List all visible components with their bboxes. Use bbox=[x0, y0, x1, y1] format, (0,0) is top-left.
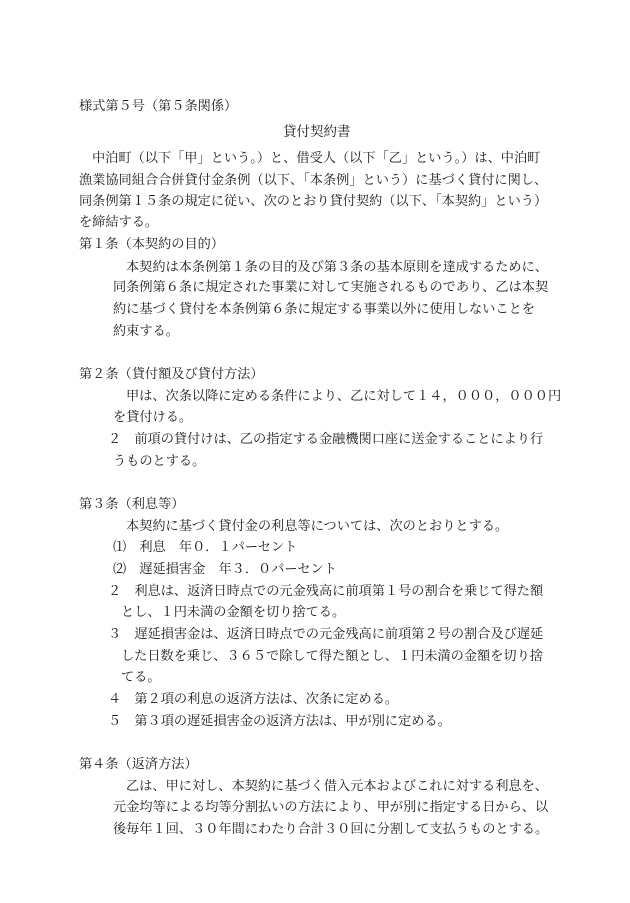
preamble-line: 中泊町（以下「甲」という。）と、借受人（以下「乙」という。）は、中泊町 bbox=[92, 151, 541, 167]
preamble-line: を締結する。 bbox=[79, 215, 159, 231]
article-3-line: てる。 bbox=[121, 670, 161, 686]
article-3-line: ５ 第３項の遅延損害金の返済方法は、甲が別に定める。 bbox=[108, 713, 451, 729]
article-4-line: 乙は、甲に対し、本契約に基づく借入元本およびこれに対する利息を、 bbox=[126, 778, 548, 794]
article-2-line: ２ 前項の貸付けは、乙の指定する金融機関口座に送金することにより行 bbox=[108, 432, 544, 448]
article-2-line: 甲は、次条以降に定める条件により、乙に対して１４，０００，０００円 bbox=[126, 388, 562, 404]
article-4-line: 後毎年１回、３０年間にわたり合計３０回に分割して支払うものとする。 bbox=[113, 822, 549, 837]
preamble-line: 漁業協同組合合併貸付金条例（以下、「本条例」という）に基づく貸付に関し、 bbox=[79, 173, 548, 188]
form-label: 様式第５号（第５条関係） bbox=[79, 99, 238, 114]
article-3-line: ⑵ 遅延損害金 年３．０パーセント bbox=[113, 562, 337, 577]
article-4-line: 元金均等による均等分割払いの方法により、甲が別に指定する日から、以 bbox=[113, 800, 549, 816]
document-title: 貸付契約書 bbox=[283, 124, 351, 141]
article-2-line: うものとする。 bbox=[113, 453, 206, 469]
article-3-line: ２ 利息は、返済日時点での元金残高に前項第１号の割合を乗じて得た額 bbox=[108, 583, 544, 599]
article-2-heading: 第２条（貸付額及び貸付方法） bbox=[79, 367, 264, 383]
article-1-line: 本契約は本条例第１条の目的及び第３条の基本原則を達成するために、 bbox=[126, 259, 548, 275]
article-1-line: 同条例第６条に規定された事業に対して実施されるものであり、乙は本契 bbox=[113, 280, 549, 296]
article-3-line: 本契約に基づく貸付金の利息等については、次のとおりとする。 bbox=[126, 518, 509, 534]
article-1-line: 約に基づく貸付を本条例第６条に規定する事業以外に使用しないことを bbox=[113, 302, 535, 318]
article-3-line: ⑴ 利息 年０．１パーセント bbox=[113, 540, 298, 556]
article-3-line: した日数を乗じ、３６５で除して得た額とし、１円未満の金額を切り捨 bbox=[121, 648, 543, 664]
article-3-line: とし、１円未満の金額を切り捨てる。 bbox=[121, 605, 346, 621]
article-2-line: を貸付ける。 bbox=[113, 410, 193, 426]
article-1-line: 約束する。 bbox=[113, 323, 179, 339]
preamble-line: 同条例第１５条の規定に従い、次のとおり貸付契約（以下、「本契約」という） bbox=[79, 193, 548, 209]
article-1-heading: 第１条（本契約の目的） bbox=[79, 237, 225, 253]
article-3-line: ４ 第２項の利息の返済方法は、次条に定める。 bbox=[108, 692, 399, 707]
article-4-heading: 第４条（返済方法） bbox=[79, 757, 198, 772]
article-3-line: ３ 遅延損害金は、返済日時点での元金残高に前項第２号の割合及び遅延 bbox=[108, 627, 544, 642]
article-3-heading: 第３条（利息等） bbox=[79, 497, 185, 513]
